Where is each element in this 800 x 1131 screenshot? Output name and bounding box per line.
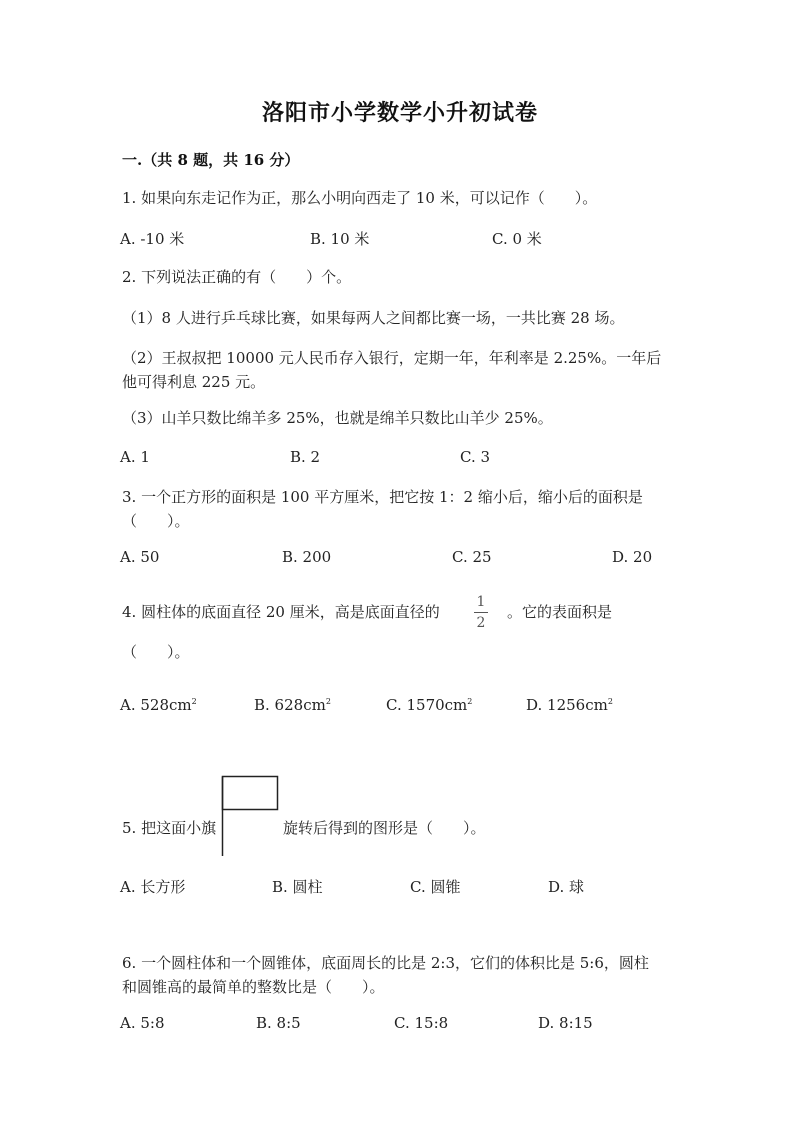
question-5-text: 5. 把这面小旗 xyxy=(122,819,217,837)
question-6-text: 6. 一个圆柱体和一个圆锥体，底面周长的比是 2:3，它们的体积比是 5:6，圆柱 xyxy=(122,954,649,972)
question-4-text: 4. 圆柱体的底面直径 20 厘米，高是底面直径的 xyxy=(122,603,440,621)
question-4-option-c: C. $1570cm^2$ xyxy=(386,696,473,714)
question-4-option-d: D. $1256cm^2$ xyxy=(526,696,613,714)
unit-superscript: 2 xyxy=(325,697,331,706)
question-1-option-c: C. 0 米 xyxy=(492,230,542,248)
fraction-numerator: 1 xyxy=(476,594,486,610)
question-6-text-cont: 和圆锥高的最简单的整数比是（ ）。 xyxy=(122,978,385,996)
question-3-text-cont: （ ）。 xyxy=(122,512,190,530)
question-2-statement-3: （3）山羊只数比绵羊多 25%，也就是绵羊只数比山羊少 25%。 xyxy=(122,409,553,427)
flag-cloth xyxy=(223,777,278,810)
question-5-option-c: C. 圆锥 xyxy=(410,878,461,896)
question-6-option-d: D. 8:15 xyxy=(538,1014,593,1032)
flag-figure xyxy=(216,772,282,858)
section-heading: 一.（共 8 题，共 16 分） xyxy=(122,151,300,169)
fraction-denominator: 2 xyxy=(476,615,486,631)
question-2-option-b: B. 2 xyxy=(290,448,321,466)
unit-superscript: 2 xyxy=(467,697,473,706)
question-2-text: 2. 下列说法正确的有（ ）个。 xyxy=(122,268,352,286)
question-3-option-d: D. 20 xyxy=(612,548,653,566)
unit-superscript: 2 xyxy=(191,697,197,706)
question-5-option-d: D. 球 xyxy=(548,878,585,896)
question-2-statement-2-cont: 他可得利息 225 元。 xyxy=(122,373,266,391)
question-5-text-2: 旋转后得到的图形是（ ）。 xyxy=(283,819,486,837)
question-4-option-a: A. $528cm^2$ xyxy=(120,696,197,714)
question-2-option-c: C. 3 xyxy=(460,448,491,466)
unit-superscript: 2 xyxy=(607,697,613,706)
question-5-option-b: B. 圆柱 xyxy=(272,878,323,896)
question-6-option-a: A. 5:8 xyxy=(120,1014,165,1032)
question-1-text: 1. 如果向东走记作为正，那么小明向西走了 10 米，可以记作（ ）。 xyxy=(122,189,598,207)
question-2-option-a: A. 1 xyxy=(120,448,150,466)
question-3-option-b: B. 200 xyxy=(282,548,332,566)
question-4-text-2: 。它的表面积是 xyxy=(507,603,613,621)
fraction-bar xyxy=(474,612,488,613)
question-2-statement-2: （2）王叔叔把 10000 元人民币存入银行，定期一年，年利率是 2.25%。一年后 xyxy=(122,349,662,367)
question-6-option-c: C. 15:8 xyxy=(394,1014,449,1032)
question-1-option-b: B. 10 米 xyxy=(310,230,370,248)
question-4-text-cont: （ ）。 xyxy=(122,643,190,661)
fraction-one-half xyxy=(468,594,494,631)
question-2-statement-1: （1）8 人进行乒乓球比赛，如果每两人之间都比赛一场，一共比赛 28 场。 xyxy=(122,309,625,327)
question-3-text: 3. 一个正方形的面积是 100 平方厘米，把它按 1：2 缩小后，缩小后的面积是 xyxy=(122,488,643,506)
question-4-option-b: B. $628cm^2$ xyxy=(254,696,331,714)
question-3-option-a: A. 50 xyxy=(120,548,160,566)
question-6-option-b: B. 8:5 xyxy=(256,1014,301,1032)
question-1-option-a: A. -10 米 xyxy=(120,230,185,248)
page-title: 洛阳市小学数学小升初试卷 xyxy=(261,100,538,126)
question-3-option-c: C. 25 xyxy=(452,548,492,566)
question-5-option-a: A. 长方形 xyxy=(120,878,186,896)
